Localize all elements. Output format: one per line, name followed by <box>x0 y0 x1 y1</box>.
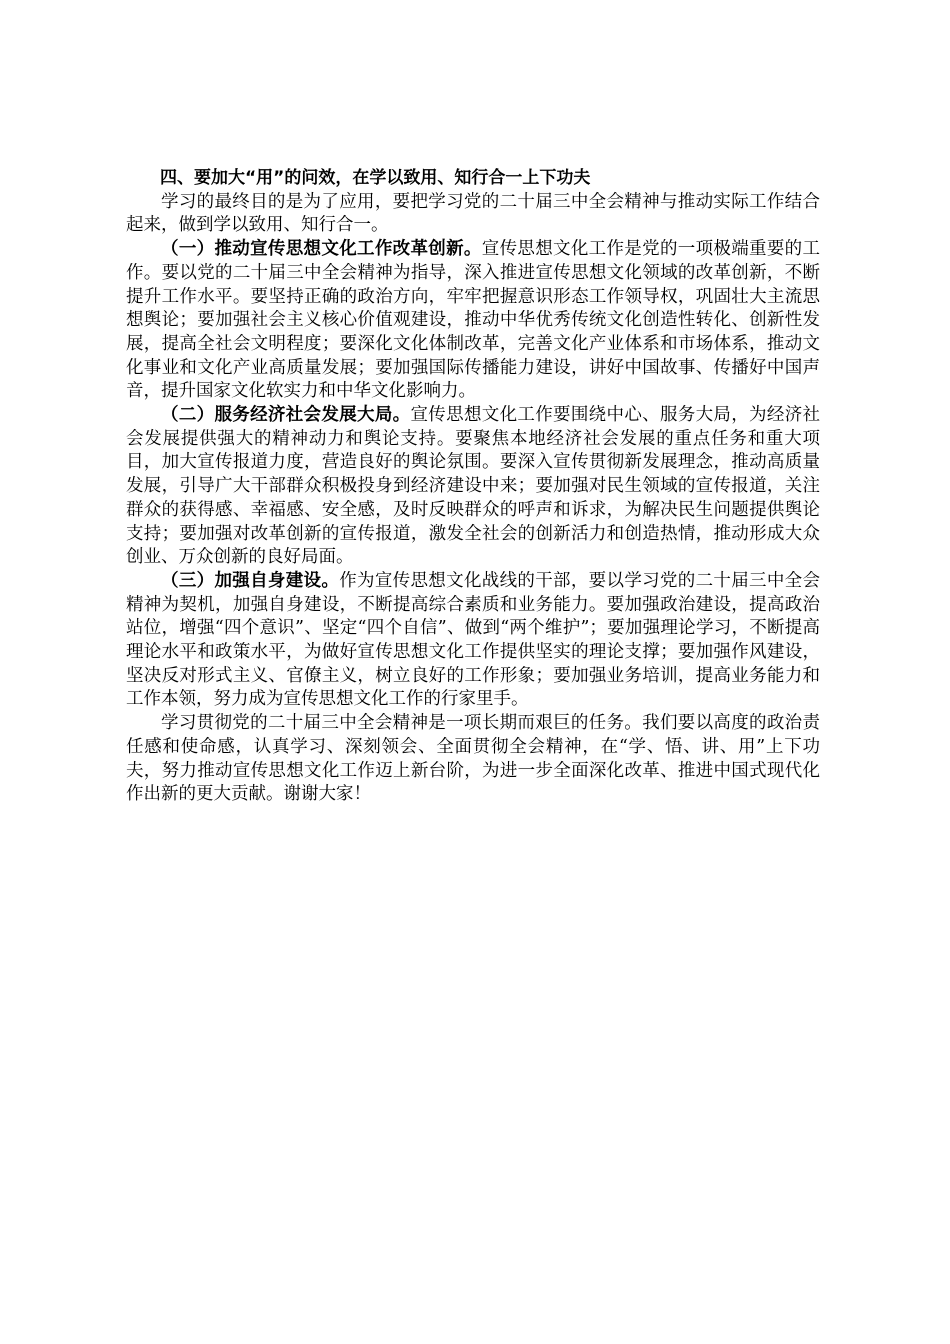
section-heading: 四、要加大“用”的问效，在学以致用、知行合一上下功夫 <box>160 168 591 188</box>
item-paragraph-1 <box>126 238 820 404</box>
item-body-1: 宣传思想文化工作是党的一项极端重要的工作。要以党的二十届三中全会精神为指导，深入推进宣传思想文化领域的改革创新，不断提升工作水平。要坚持正确的政治方向，牢牢把握意识形态工作领导权，巩固壮大主流思想舆论；要加强社会主义核心价值观建设，推动中华优秀传统文化创造性转化、创新性发展，提高全社会文明程度；要深化文化体制改革，完善文化产业体系和市场体系，推动文化事业和文化产业高质量发展；要加强国际传播能力建设，讲好中国故事、传播好中国声音，提升国家文化软实力和中华文化影响力。 <box>126 239 820 402</box>
document-page <box>126 167 820 807</box>
item-body-3: 作为宣传思想文化战线的干部，要以学习党的二十届三中全会精神为契机，加强自身建设，不断提高综合素质和业务能力。要加强政治建设，提高政治站位，增强“四个意识”、坚定“四个自信”、做到“两个维护”；要加强理论学习，不断提高理论水平和政策水平，为做好宣传思想文化工作提供坚实的理论支撑；要加强作风建设，坚决反对形式主义、官僚主义，树立良好的工作形象；要加强业务培训，提高业务能力和工作本领，努力成为宣传思想文化工作的行家里手。 <box>126 570 821 710</box>
item-lead-3: （三）加强自身建设。 <box>161 570 340 591</box>
conclusion-paragraph: 学习贯彻党的二十届三中全会精神是一项长期而艰巨的任务。我们要以高度的政治责任感和使命感，认真学习、深刻领会、全面贯彻全会精神，在“学、悟、讲、用”上下功夫，努力推动宣传思想文化工作迈上新台阶，为进一步全面深化改革、推进中国式现代化作出新的更大贡献。谢谢大家！ <box>126 713 820 805</box>
item-body-2: 宣传思想文化工作要围绕中心、服务大局，为经济社会发展提供强大的精神动力和舆论支持。要聚焦本地经济社会发展的重点任务和重大项目，加大宣传报道力度，营造良好的舆论氛围。要深入宣传贯彻新发展理念，推动高质量发展，引导广大干部群众积极投身到经济建设中来；要加强对民生领域的宣传报道，关注群众的获得感、幸福感、安全感，及时反映群众的呼声和诉求，为解决民生问题提供舆论支持；要加强对改革创新的宣传报道，激发全社会的创新活力和创造热情，推动形成大众创业、万众创新的良好局面。 <box>126 405 821 568</box>
item-paragraph-2 <box>126 404 820 570</box>
intro-paragraph: 学习的最终目的是为了应用，要把学习党的二十届三中全会精神与推动实际工作结合起来，做到学以致用、知行合一。 <box>126 191 820 236</box>
item-lead-2: （二）服务经济社会发展大局。 <box>161 405 411 426</box>
item-lead-1: （一）推动宣传思想文化工作改革创新。 <box>161 239 482 260</box>
item-paragraph-3 <box>126 570 820 712</box>
